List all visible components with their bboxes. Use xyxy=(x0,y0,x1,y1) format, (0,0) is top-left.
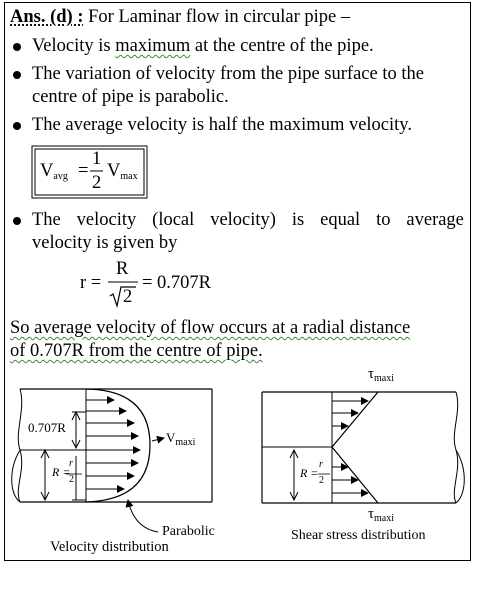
velocity-caption: Velocity distribution xyxy=(50,539,169,555)
formula-2-denominator: 2 xyxy=(123,287,133,307)
dimension-label-0707r: 0.707R xyxy=(28,420,66,435)
velocity-r-label: R = xyxy=(52,465,71,479)
formula-1-numerator: 1 xyxy=(92,149,102,169)
vmax-label: $V_{maxi}$ xyxy=(166,430,196,448)
formula-1-equals: = xyxy=(78,161,89,181)
tau-max-top-label: $\tau_{maxi}$ xyxy=(368,366,395,384)
formula-1-lhs: $V_{avg}$ xyxy=(40,161,68,182)
velocity-r-num: r xyxy=(69,458,73,469)
bullet-2-line-2: centre of pipe is parabolic. xyxy=(32,87,229,107)
conclusion-line-1: So average velocity of flow occurs at a radial distance xyxy=(10,318,411,338)
formula-1-denominator: 2 xyxy=(92,173,102,193)
formula-2-numerator: R xyxy=(116,259,129,279)
answer-label: Ans. (d) : xyxy=(10,7,84,27)
tau-max-bottom-label: $\tau_{maxi}$ xyxy=(368,506,395,524)
bullet-3: The average velocity is half the maximum velocity. xyxy=(32,115,412,135)
formula-2-rhs: = 0.707R xyxy=(142,273,212,293)
parabolic-label: Parabolic xyxy=(162,524,215,539)
answer-intro: For Laminar flow in circular pipe – xyxy=(88,7,351,27)
shear-caption: Shear stress distribution xyxy=(291,528,426,543)
shear-r-den: 2 xyxy=(319,475,324,486)
bullet-2-line-1: The variation of velocity from the pipe surface to the xyxy=(32,64,424,84)
bullet-1-emph: maximum xyxy=(115,36,191,56)
formula-1-rhs: $V_{max}$ xyxy=(107,161,138,182)
bullet-4-line-2: velocity is given by xyxy=(32,233,178,253)
velocity-r-den: 2 xyxy=(69,474,74,485)
bullet-1-pre: Velocity is xyxy=(32,36,116,56)
conclusion-line-2: of 0.707R from the centre of pipe. xyxy=(10,341,263,361)
shear-r-num: r xyxy=(319,459,323,470)
shear-r-label: R = xyxy=(300,466,319,480)
bullet-4-line-1: The velocity (local velocity) is equal to average xyxy=(32,210,464,230)
formula-2-lhs: r = xyxy=(80,273,102,293)
bullet-1-post: at the centre of the pipe. xyxy=(190,36,374,56)
